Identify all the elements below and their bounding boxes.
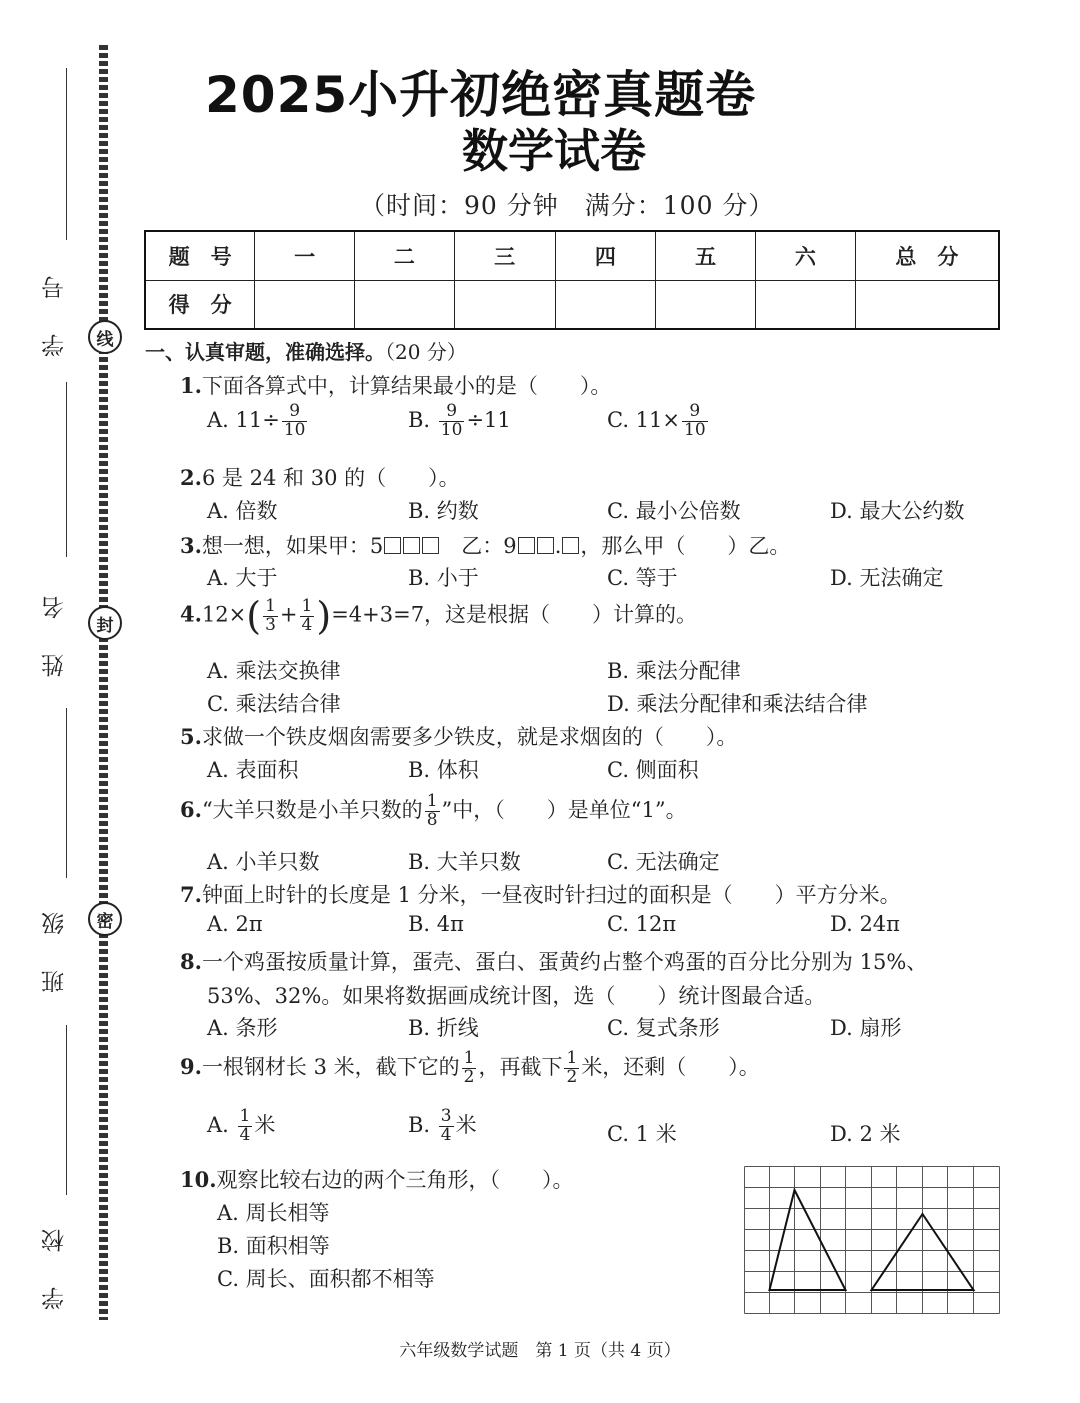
left-paren: (: [246, 594, 262, 638]
question-number: 9.: [180, 1053, 202, 1079]
header-cell: 一: [255, 231, 355, 280]
unit: 米: [455, 1112, 477, 1137]
q2-option-b: B. 约数: [408, 499, 479, 523]
denominator: 10: [283, 419, 306, 440]
label-student-id: 学 号: [42, 262, 68, 358]
numerator: 3: [440, 1106, 452, 1126]
denominator: 8: [426, 809, 438, 830]
score-cell[interactable]: [756, 280, 856, 329]
score-cell[interactable]: [656, 280, 756, 329]
fraction: [238, 1108, 253, 1145]
q10-option-a: A. 周长相等: [217, 1201, 330, 1225]
question-number: 4.: [180, 601, 202, 627]
seal-seal: 封: [88, 606, 122, 640]
numerator: 1: [566, 1048, 578, 1068]
blank-box: [562, 537, 579, 554]
numerator: 1: [265, 595, 276, 616]
q3-option-a: A. 大于: [207, 566, 278, 590]
unit: 米: [254, 1112, 276, 1137]
option-text: B.: [408, 1112, 437, 1137]
header-cell: 总 分: [855, 231, 999, 280]
numerator: 9: [439, 403, 465, 422]
numerator: 9: [282, 403, 308, 422]
student-id-line: [66, 68, 67, 240]
q5-option-a: A. 表面积: [207, 758, 299, 782]
q4-option-a: A. 乘法交换律: [207, 659, 341, 683]
question-text: =4+3=7，这是根据（ ）计算的。: [331, 602, 698, 627]
exam-title: 2025小升初绝密真题卷: [205, 66, 757, 124]
question-1: [180, 370, 611, 400]
q8-option-c: C. 复式条形: [607, 1016, 720, 1040]
question-number: 5.: [180, 724, 202, 749]
class-line-top: [66, 708, 67, 878]
question-text: ”中，（ ）是单位“1”。: [441, 797, 687, 822]
q8-option-a: A. 条形: [207, 1016, 278, 1040]
right-paren: ): [316, 594, 332, 638]
fraction: [439, 1108, 454, 1145]
q2-option-c: C. 最小公倍数: [607, 499, 741, 523]
numerator: 1: [463, 1048, 475, 1068]
question-text: “大羊只数是小羊只数的: [201, 797, 423, 822]
q6-option-c: C. 无法确定: [607, 850, 720, 874]
score-table-header-row: [145, 231, 999, 280]
option-text: C. 11×: [607, 407, 680, 432]
question-number: 1.: [180, 373, 202, 398]
blank-box: [537, 537, 554, 554]
q9-option-c: C. 1 米: [607, 1122, 677, 1146]
header-cell: 二: [355, 231, 455, 280]
fraction: [682, 403, 708, 440]
header-cell: 五: [656, 231, 756, 280]
name-line-top: [66, 382, 67, 557]
denominator: 3: [265, 614, 276, 635]
score-cell[interactable]: [255, 280, 355, 329]
denominator: 10: [684, 419, 706, 440]
denominator: 4: [239, 1124, 251, 1145]
header-cell: 三: [454, 231, 555, 280]
q5-option-b: B. 体积: [408, 758, 479, 782]
blank-box: [518, 537, 535, 554]
header-cell: 题 号: [145, 231, 255, 280]
q10-option-c: C. 周长、面积都不相等: [217, 1267, 435, 1291]
fraction: [425, 793, 440, 830]
option-text: ÷11: [466, 407, 511, 432]
question-text: 米，还剩（ ）。: [581, 1054, 760, 1079]
q9-option-a: [207, 1108, 275, 1145]
q9-option-b: [408, 1108, 477, 1145]
score-cell[interactable]: [355, 280, 455, 329]
label-school: 学 校: [42, 1215, 68, 1311]
fraction: [439, 403, 465, 440]
q7-option-b: B. 4π: [408, 912, 464, 936]
score-row-label: 得 分: [145, 280, 255, 329]
numerator: 1: [301, 595, 313, 616]
seal-secret: 密: [88, 902, 122, 936]
q4-option-d: D. 乘法分配律和乘法结合律: [607, 692, 868, 716]
option-text: B.: [408, 407, 437, 432]
blank-box: [403, 537, 420, 554]
fraction: [564, 1050, 579, 1087]
q2-option-a: A. 倍数: [207, 499, 278, 523]
question-8: [180, 946, 927, 976]
score-cell[interactable]: [454, 280, 555, 329]
page-footer: 六年级数学试题 第 1 页（共 4 页）: [399, 1341, 681, 1361]
triangle-grid-figure: [744, 1166, 1000, 1316]
score-cell[interactable]: [555, 280, 656, 329]
q4-option-c: C. 乘法结合律: [207, 692, 341, 716]
denominator: 10: [440, 419, 463, 440]
q9-option-d: D. 2 米: [830, 1122, 901, 1146]
triangle-left: [770, 1190, 846, 1290]
q4-option-b: B. 乘法分配律: [607, 659, 741, 683]
q5-option-c: C. 侧面积: [607, 758, 699, 782]
section-points: （20 分）: [385, 340, 467, 364]
seal-line: 线: [88, 320, 122, 354]
section-title: 一、认真审题，准确选择。: [145, 340, 385, 364]
numerator: 1: [426, 791, 438, 811]
denominator: 2: [566, 1066, 578, 1087]
question-7: [180, 879, 901, 909]
question-2: [180, 462, 460, 492]
question-text: 12×: [201, 602, 247, 627]
q8-option-d: D. 扇形: [830, 1016, 902, 1040]
label-class: 班 级: [42, 898, 68, 994]
q3-option-c: C. 等于: [607, 566, 678, 590]
question-8-line-2: 53%、32%。如果将数据画成统计图，选（ ）统计图最合适。: [207, 984, 826, 1008]
question-text: 乙：9: [440, 534, 517, 558]
question-5: [180, 721, 737, 751]
q1-option-a: [207, 403, 309, 440]
fraction: [462, 1050, 477, 1087]
question-number: 8.: [180, 949, 202, 974]
q8-option-b: B. 折线: [408, 1016, 479, 1040]
blank-box: [422, 537, 439, 554]
binding-dotted-line: [99, 45, 108, 1320]
header-cell: 六: [756, 231, 856, 280]
section-heading: [145, 336, 467, 365]
exam-subject: 数学试卷: [462, 124, 646, 178]
q6-option-a: A. 小羊只数: [207, 850, 320, 874]
q3-option-b: B. 小于: [408, 566, 479, 590]
exam-time-score: （时间：90 分钟 满分：100 分）: [360, 191, 775, 220]
decimal-point: .: [554, 534, 562, 558]
question-6: [180, 793, 687, 830]
label-name: 姓 名: [42, 582, 68, 678]
question-text: 钟面上时针的长度是 1 分米，一昼夜时针扫过的面积是（ ）平方分米。: [201, 883, 901, 907]
option-text: A.: [207, 1112, 236, 1137]
q7-option-a: A. 2π: [207, 912, 263, 936]
question-text: 求做一个铁皮烟囱需要多少铁皮，就是求烟囱的（ ）。: [201, 725, 738, 749]
question-text: ，那么甲（ ）乙。: [580, 534, 791, 558]
question-number: 3.: [180, 533, 202, 558]
denominator: 4: [440, 1124, 452, 1145]
question-number: 10.: [180, 1167, 217, 1192]
question-number: 2.: [180, 465, 202, 490]
question-text: 一个鸡蛋按质量计算，蛋壳、蛋白、蛋黄约占整个鸡蛋的百分比分别为 15%、: [201, 950, 928, 974]
q3-option-d: D. 无法确定: [830, 566, 944, 590]
q6-option-b: B. 大羊只数: [408, 850, 521, 874]
denominator: 2: [463, 1066, 475, 1087]
question-text: 下面各算式中，计算结果最小的是（ ）。: [201, 374, 612, 398]
question-3: [180, 530, 790, 560]
numerator: 9: [682, 403, 708, 422]
question-text: 一根钢材长 3 米，截下它的: [201, 1054, 460, 1079]
question-number: 7.: [180, 882, 202, 907]
question-number: 6.: [180, 796, 202, 822]
score-table: [144, 230, 1000, 330]
numerator: 1: [239, 1106, 251, 1126]
blank-box: [384, 537, 401, 554]
plus-sign: +: [279, 602, 298, 627]
fraction: [282, 403, 308, 440]
fraction: [263, 595, 278, 635]
q7-option-d: D. 24π: [830, 912, 900, 936]
option-text: A. 11÷: [207, 407, 280, 432]
q1-option-b: [408, 403, 511, 440]
denominator: 4: [301, 614, 313, 635]
q7-option-c: C. 12π: [607, 912, 677, 936]
fraction: [300, 595, 315, 635]
q2-option-d: D. 最大公约数: [830, 499, 965, 523]
q10-option-b: B. 面积相等: [217, 1234, 330, 1258]
header-cell: 四: [555, 231, 656, 280]
question-text: 6 是 24 和 30 的（ ）。: [201, 466, 460, 490]
question-text: 观察比较右边的两个三角形，（ ）。: [216, 1168, 574, 1192]
q1-option-c: [607, 403, 710, 440]
question-text: 想一想，如果甲：5: [201, 534, 384, 558]
question-10: [180, 1164, 574, 1194]
school-line-top: [66, 1025, 67, 1195]
question-text: ，再截下: [478, 1054, 563, 1079]
question-4: [180, 594, 698, 638]
question-9: [180, 1050, 760, 1087]
score-table-score-row: [145, 280, 999, 329]
score-cell-total[interactable]: [855, 280, 999, 329]
